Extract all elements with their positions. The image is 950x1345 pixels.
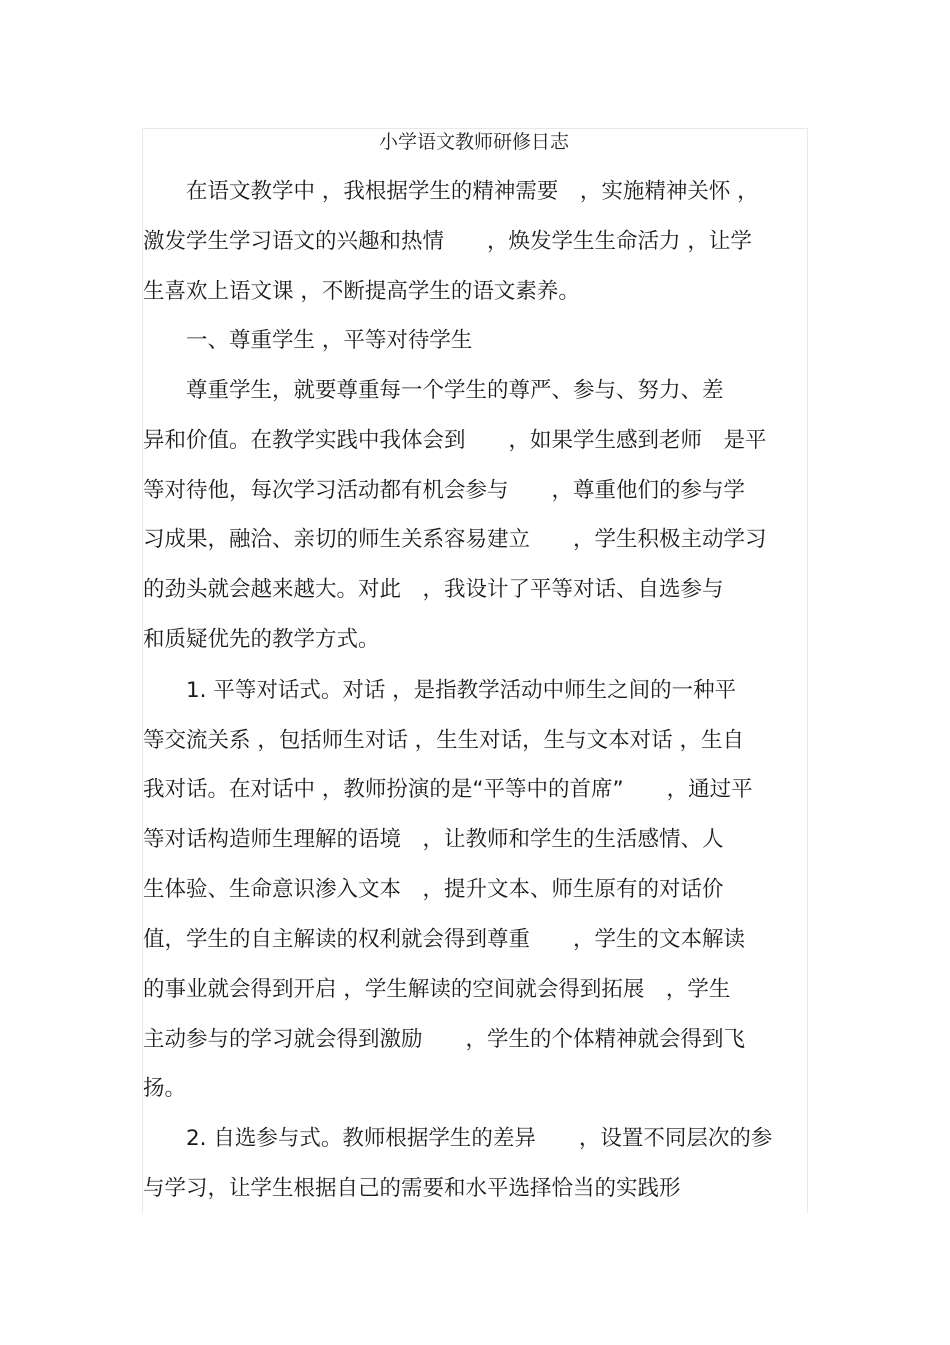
document-title: 小学语文教师研修日志 (378, 131, 569, 153)
text-line: 1. 平等对话式。对话 ，是指教学活动中师生之间的一种平 (143, 678, 737, 703)
text-line: 生喜欢上语文课 ，不断提高学生的语文素养。 (143, 279, 580, 304)
text-line: 等对话构造师生理解的语境 ，让教师和学生的生活感情、人 (143, 827, 724, 852)
text-line: 扬。 (143, 1076, 187, 1101)
text-line: 等对待他，每次学习活动都有机会参与 ，尊重他们的参与学 (143, 478, 746, 503)
text-line: 在语文教学中 ，我根据学生的精神需要 ，实施精神关怀 ， (143, 179, 759, 204)
text-line: 值，学生的自主解读的权利就会得到尊重 ，学生的文本解读 (143, 927, 746, 952)
text-line: 尊重学生，就要尊重每一个学生的尊严、参与、努力、差 (143, 378, 724, 403)
text-line: 习成果，融洽、亲切的师生关系容易建立 ，学生积极主动学习 (143, 527, 767, 552)
text-line: 的劲头就会越来越大。对此 ，我设计了平等对话、自选参与 (143, 577, 724, 602)
text-line: 激发学生学习语文的兴趣和热情 ，焕发学生生命活力 ，让学 (143, 229, 752, 254)
text-line: 异和价值。在教学实践中我体会到 ，如果学生感到老师 是平 (143, 428, 767, 453)
text-line: 2. 自选参与式。教师根据学生的差异 ，设置不同层次的参 (143, 1126, 773, 1151)
text-line: 的事业就会得到开启 ，学生解读的空间就会得到拓展 ，学生 (143, 977, 731, 1002)
text-line: 等交流关系 ，包括师生对话 ，生生对话，生与文本对话 ，生自 (143, 728, 745, 753)
text-line: 与学习，让学生根据自己的需要和水平选择恰当的实践形 (143, 1176, 681, 1201)
text-line: 我对话。在对话中 ，教师扮演的是“平等中的首席” ，通过平 (143, 777, 753, 802)
text-line: 和质疑优先的教学方式。 (143, 627, 380, 652)
text-line: 生体验、生命意识渗入文本 ，提升文本、师生原有的对话价 (143, 877, 724, 902)
text-line: 一、尊重学生 ，平等对待学生 (143, 328, 473, 353)
text-line: 主动参与的学习就会得到激励 ，学生的个体精神就会得到飞 (143, 1027, 746, 1052)
